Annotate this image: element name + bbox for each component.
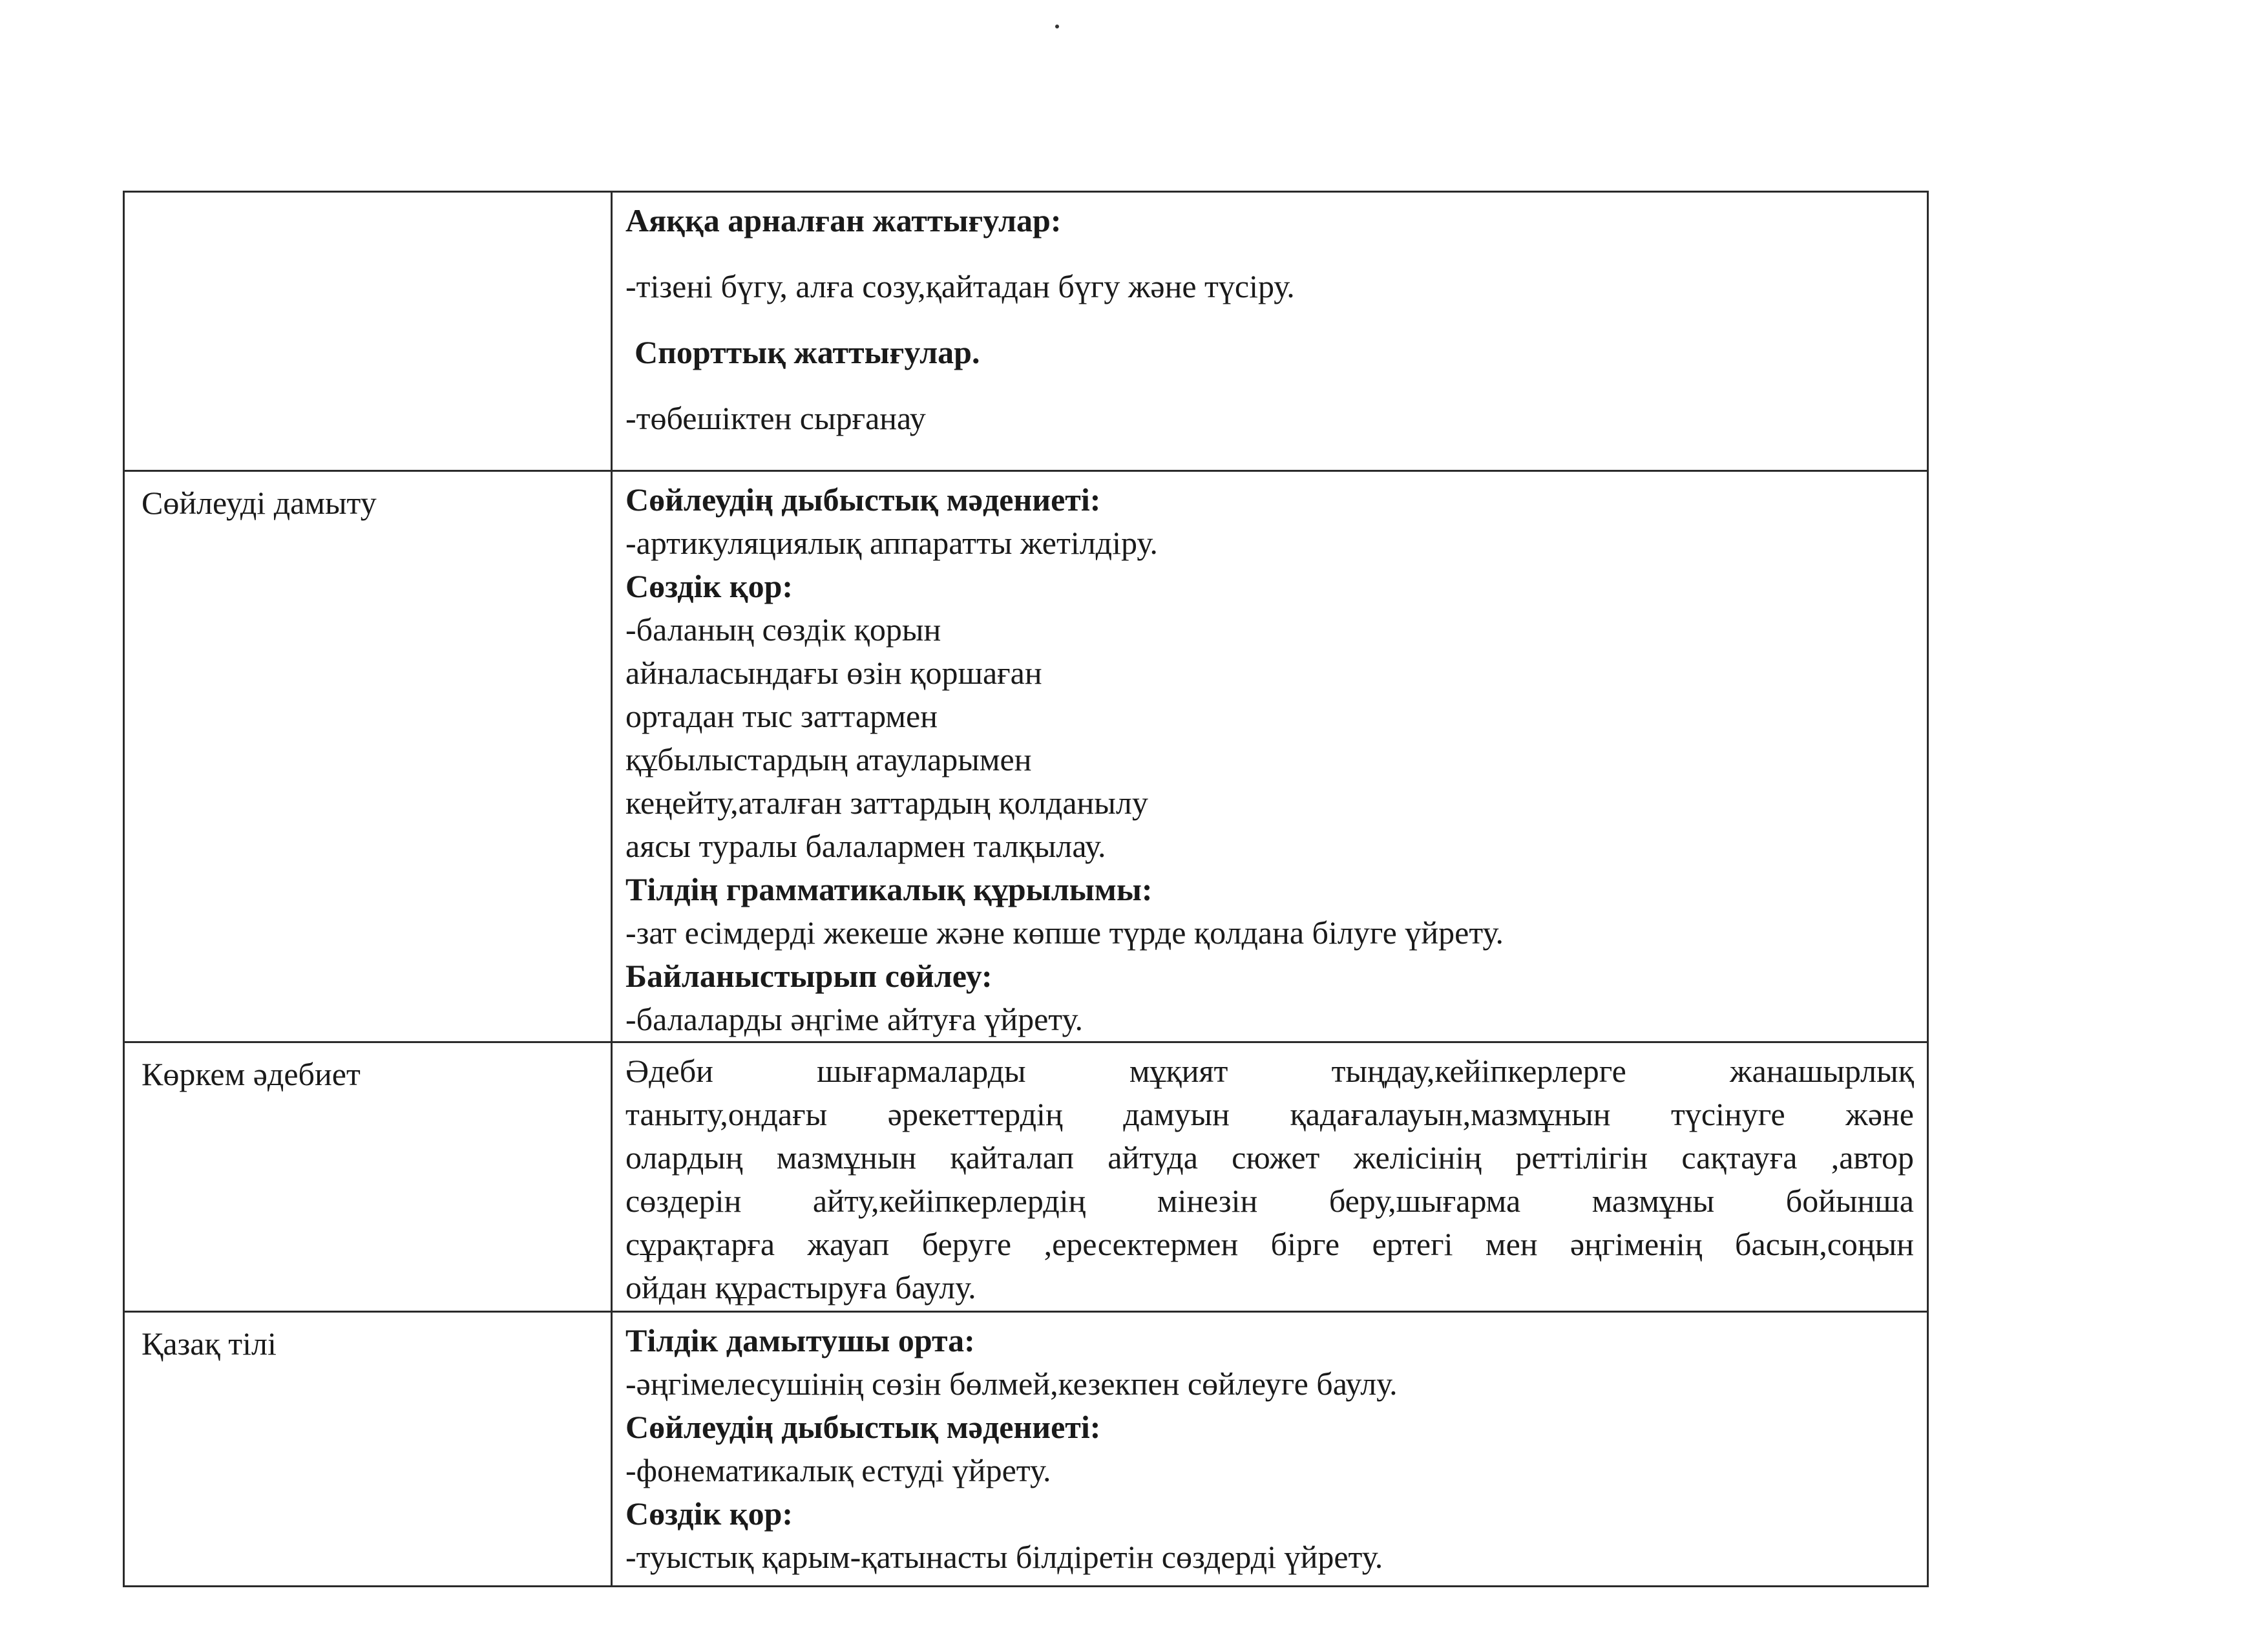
content-line: -туыстық қарым-қатынасты білдіретін сөздерді үйрету. xyxy=(625,1539,1383,1575)
paragraph-line: таныту,ондағы әрекеттердің дамуын қадағалауын,мазмұнын түсінуге және xyxy=(625,1096,1914,1132)
content-line: аясы туралы балалармен талқылау. xyxy=(625,828,1106,864)
content-line: -төбешіктен сырғанау xyxy=(625,400,926,436)
section-heading: Сөйлеудің дыбыстық мәдениеті: xyxy=(625,1409,1101,1445)
content-line: құбылыстардың атауларымен xyxy=(625,741,1032,777)
table-row xyxy=(124,1312,1928,1587)
section-heading: Тілдік дамытушы орта: xyxy=(625,1322,975,1358)
content-line: кеңейту,аталған заттардың қолданылу xyxy=(625,785,1148,821)
section-heading: Тілдің грамматикалық құрылымы: xyxy=(625,871,1153,907)
content-cell xyxy=(612,1312,1928,1587)
content-line: -фонематикалық естуді үйрету. xyxy=(625,1452,1051,1488)
subject-cell: Қазақ тілі xyxy=(124,1312,612,1587)
section-heading: Сөздік қор: xyxy=(625,568,793,604)
content-line: -әңгімелесушінің сөзін бөлмей,кезекпен сөйлеуге баулу. xyxy=(625,1366,1398,1402)
curriculum-table xyxy=(123,191,1929,1587)
paragraph-line: ойдан құрастыруға баулу. xyxy=(625,1269,976,1305)
subject-cell xyxy=(124,192,612,471)
table-row xyxy=(124,192,1928,471)
content-line: -зат есімдерді жекеше және көпше түрде қолдана білуге үйрету. xyxy=(625,914,1504,951)
section-heading: Аяққа арналған жаттығулар: xyxy=(625,202,1062,238)
section-heading: Байланыстырып сөйлеу: xyxy=(625,958,992,994)
section-heading: Сөйлеудің дыбыстық мәдениеті: xyxy=(625,481,1101,518)
content-cell xyxy=(612,1042,1928,1312)
paragraph-line: Әдеби шығармаларды мұқият тыңдау,кейіпкерлерге жанашырлық xyxy=(625,1053,1914,1089)
content-cell xyxy=(612,192,1928,471)
section-heading: Спорттық жаттығулар. xyxy=(635,334,980,370)
content-line: -балаларды әңгіме айтуға үйрету. xyxy=(625,1001,1083,1037)
content-line: -артикуляциялық аппаратты жетілдіру. xyxy=(625,525,1158,561)
paragraph-line: олардың мазмұнын қайталап айтуда сюжет желісінің реттілігін сақтауға ,автор xyxy=(625,1139,1914,1176)
content-line: айналасындағы өзін қоршаған xyxy=(625,655,1042,691)
paragraph-line: сұрақтарға жауап беруге ,ересектермен бірге ертегі мен әңгіменің басын,соңын xyxy=(625,1226,1914,1262)
paragraph-line: сөздерін айту,кейіпкерлердің мінезін беру,шығарма мазмұны бойынша xyxy=(625,1183,1914,1219)
table-row xyxy=(124,471,1928,1042)
scan-speck xyxy=(1055,25,1059,28)
subject-cell: Көркем әдебиет xyxy=(124,1042,612,1312)
section-heading: Сөздік қор: xyxy=(625,1495,793,1532)
table-row xyxy=(124,1042,1928,1312)
content-cell xyxy=(612,471,1928,1042)
content-line: -баланың сөздік қорын xyxy=(625,611,941,648)
content-line: ортадан тыс заттармен xyxy=(625,698,938,734)
subject-cell: Сөйлеуді дамыту xyxy=(124,471,612,1042)
content-line: -тізені бүгу, алға созу,қайтадан бүгу және түсіру. xyxy=(625,268,1295,304)
